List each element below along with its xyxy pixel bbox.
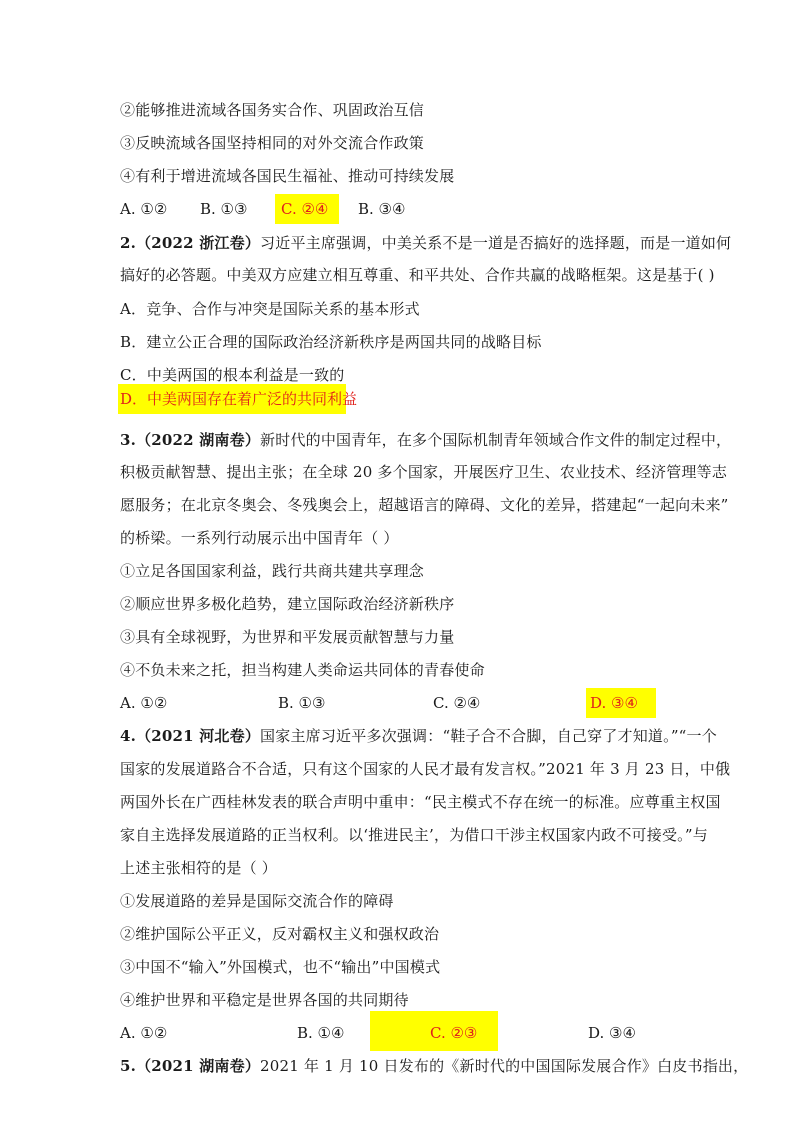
q4-option-a: A. ①② bbox=[120, 1024, 168, 1042]
q5-stem-1: 2021 年 1 月 10 日发布的《新时代的中国国际发展合作》白皮书指出， bbox=[260, 1057, 749, 1075]
q3-option-c: C. ②④ bbox=[433, 694, 481, 712]
q2-option-d: D．中美两国存在着广泛的共同利益 bbox=[120, 390, 358, 408]
q3-stem-line-4: 的桥梁。一系列行动展示出中国青年（ ） bbox=[120, 529, 399, 547]
q1-option-b: B. ①③ bbox=[200, 200, 248, 218]
q5-source: （2021 湖南卷） bbox=[136, 1057, 261, 1075]
q3-statement-4: ④不负未来之托，担当构建人类命运共同体的青春使命 bbox=[120, 661, 485, 679]
q3-statement-2: ②顺应世界多极化趋势，建立国际政治经济新秩序 bbox=[120, 595, 455, 613]
q3-number: 3. bbox=[120, 431, 137, 449]
q2-stem-line-1 bbox=[120, 232, 731, 254]
q3-stem-1: 新时代的中国青年，在多个国际机制青年领域合作文件的制定过程中， bbox=[260, 431, 732, 449]
q3-stem-line-2: 积极贡献智慧、提出主张；在全球 20 多个国家，开展医疗卫生、农业技术、经济管理等志 bbox=[120, 463, 728, 481]
q4-statement-1: ①发展道路的差异是国际交流合作的障碍 bbox=[120, 892, 394, 910]
q4-number: 4. bbox=[120, 727, 137, 745]
q3-stem-line-1 bbox=[120, 429, 731, 451]
q1-statement-2: ②能够推进流域各国务实合作、巩固政治互信 bbox=[120, 101, 425, 119]
q1-option-d: B. ③④ bbox=[358, 200, 406, 218]
q3-statement-3: ③具有全球视野，为世界和平发展贡献智慧与力量 bbox=[120, 628, 455, 646]
q4-stem-line-3: 两国外长在广西桂林发表的联合声明中重申：“民主模式不存在统一的标准。应尊重主权国 bbox=[120, 793, 721, 811]
q4-stem-line-1 bbox=[120, 725, 717, 747]
q2-stem-1: 习近平主席强调，中美关系不是一道是否搞好的选择题，而是一道如何 bbox=[260, 234, 732, 252]
q2-option-c: C．中美两国的根本利益是一致的 bbox=[120, 366, 345, 384]
q2-source: （2022 浙江卷） bbox=[136, 234, 261, 252]
q4-statement-4: ④维护世界和平稳定是世界各国的共同期待 bbox=[120, 991, 409, 1009]
q4-stem-line-5: 上述主张相符的是（ ） bbox=[120, 859, 277, 877]
q5-number: 5. bbox=[120, 1057, 137, 1075]
q1-option-a: A. ①② bbox=[120, 200, 168, 218]
q4-option-c: C. ②③ bbox=[430, 1024, 478, 1042]
q4-source: （2021 河北卷） bbox=[136, 727, 261, 745]
q3-answer-highlight bbox=[586, 688, 656, 718]
q2-number: 2. bbox=[120, 234, 137, 252]
q3-option-a: A. ①② bbox=[120, 694, 168, 712]
q4-stem-1: 国家主席习近平多次强调：“鞋子合不合脚，自己穿了才知道。”“一个 bbox=[260, 727, 717, 745]
q3-statement-1: ①立足各国国家利益，践行共商共建共享理念 bbox=[120, 562, 425, 580]
q4-option-d: D. ③④ bbox=[588, 1024, 636, 1042]
q4-statement-3: ③中国不“输入”外国模式，也不“输出”中国模式 bbox=[120, 958, 441, 976]
q4-statement-2: ②维护国际公平正义，反对霸权主义和强权政治 bbox=[120, 925, 440, 943]
q4-option-b: B. ①④ bbox=[297, 1024, 345, 1042]
q2-stem-line-2: 搞好的必答题。中美双方应建立相互尊重、和平共处、合作共赢的战略框架。这是基于( ) bbox=[120, 266, 715, 284]
q2-option-b: B．建立公正合理的国际政治经济新秩序是两国共同的战略目标 bbox=[120, 333, 542, 351]
q2-answer-highlight bbox=[118, 384, 358, 414]
q1-option-c: C. ②④ bbox=[281, 200, 329, 218]
q3-stem-line-3: 愿服务；在北京冬奥会、冬残奥会上，超越语言的障碍、文化的差异，搭建起“一起向未来” bbox=[120, 496, 729, 514]
q3-option-d: D. ③④ bbox=[590, 694, 638, 712]
q2-option-a: A．竞争、合作与冲突是国际关系的基本形式 bbox=[120, 300, 420, 318]
q1-statement-4: ④有利于增进流域各国民生福祉、推动可持续发展 bbox=[120, 167, 455, 185]
q1-answer-highlight bbox=[275, 194, 339, 224]
q3-source: （2022 湖南卷） bbox=[136, 431, 261, 449]
q4-answer-highlight bbox=[370, 1011, 498, 1051]
q1-statement-3: ③反映流域各国坚持相同的对外交流合作政策 bbox=[120, 134, 425, 152]
q4-stem-line-2: 国家的发展道路合不合适，只有这个国家的人民才最有发言权。”2021 年 3 月 23 日，中俄 bbox=[120, 760, 731, 778]
q3-option-b: B. ①③ bbox=[278, 694, 326, 712]
q5-stem-line-1 bbox=[120, 1055, 748, 1077]
q4-stem-line-4: 家自主选择发展道路的正当权利。以‘推进民主’，为借口干涉主权国家内政不可接受。”与 bbox=[120, 826, 708, 844]
